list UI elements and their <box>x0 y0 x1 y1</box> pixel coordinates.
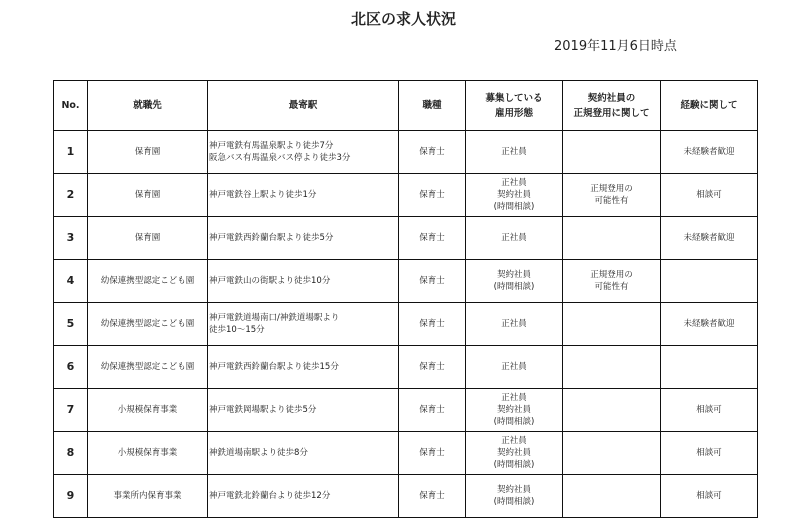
experience-cell: 未経験者歓迎 <box>661 303 758 346</box>
conversion-cell: 正規登用の 可能性有 <box>563 260 661 303</box>
job-cell: 保育士 <box>399 432 466 475</box>
experience-cell: 未経験者歓迎 <box>661 217 758 260</box>
table-row <box>54 303 758 346</box>
job-cell: 保育士 <box>399 389 466 432</box>
employment-cell: 正社員 <box>466 217 563 260</box>
experience-cell <box>661 260 758 303</box>
header-job: 職種 <box>399 81 466 131</box>
header-no: No. <box>54 81 88 131</box>
no-cell: 5 <box>54 303 88 346</box>
station-cell: 神戸電鉄山の街駅より徒歩10分 <box>208 260 399 303</box>
no-cell: 9 <box>54 475 88 518</box>
table-row <box>54 432 758 475</box>
station-cell: 神戸電鉄岡場駅より徒歩5分 <box>208 389 399 432</box>
no-cell: 2 <box>54 174 88 217</box>
experience-cell: 未経験者歓迎 <box>661 131 758 174</box>
place-cell: 幼保連携型認定こども園 <box>88 260 208 303</box>
conversion-cell <box>563 389 661 432</box>
place-cell: 幼保連携型認定こども園 <box>88 303 208 346</box>
no-cell: 3 <box>54 217 88 260</box>
experience-cell <box>661 346 758 389</box>
employment-cell: 正社員 <box>466 303 563 346</box>
conversion-cell <box>563 432 661 475</box>
header-place: 就職先 <box>88 81 208 131</box>
experience-cell: 相談可 <box>661 432 758 475</box>
no-cell: 4 <box>54 260 88 303</box>
no-cell: 1 <box>54 131 88 174</box>
no-cell: 8 <box>54 432 88 475</box>
conversion-cell <box>563 475 661 518</box>
place-cell: 保育園 <box>88 131 208 174</box>
employment-cell: 正社員 契約社員 (時間相談) <box>466 174 563 217</box>
conversion-cell: 正規登用の 可能性有 <box>563 174 661 217</box>
station-cell: 神戸電鉄道場南口/神鉄道場駅より 徒歩10～15分 <box>208 303 399 346</box>
table-row <box>54 475 758 518</box>
employment-cell: 正社員 <box>466 131 563 174</box>
employment-cell: 正社員 <box>466 346 563 389</box>
job-cell: 保育士 <box>399 260 466 303</box>
job-cell: 保育士 <box>399 346 466 389</box>
station-cell: 神鉄道場南駅より徒歩8分 <box>208 432 399 475</box>
header-row <box>54 81 758 131</box>
employment-cell: 正社員 契約社員 (時間相談) <box>466 389 563 432</box>
place-cell: 事業所内保育事業 <box>88 475 208 518</box>
job-table <box>53 80 758 518</box>
header-experience: 経験に関して <box>661 81 758 131</box>
table-row <box>54 260 758 303</box>
experience-cell: 相談可 <box>661 174 758 217</box>
employment-cell: 契約社員 (時間相談) <box>466 475 563 518</box>
job-cell: 保育士 <box>399 303 466 346</box>
experience-cell: 相談可 <box>661 475 758 518</box>
place-cell: 小規模保育事業 <box>88 389 208 432</box>
station-cell: 神戸電鉄北鈴蘭台より徒歩12分 <box>208 475 399 518</box>
job-cell: 保育士 <box>399 217 466 260</box>
header-station: 最寄駅 <box>208 81 399 131</box>
table-row <box>54 217 758 260</box>
station-cell: 神戸電鉄谷上駅より徒歩1分 <box>208 174 399 217</box>
experience-cell: 相談可 <box>661 389 758 432</box>
employment-cell: 契約社員 (時間相談) <box>466 260 563 303</box>
employment-cell: 正社員 契約社員 (時間相談) <box>466 432 563 475</box>
place-cell: 幼保連携型認定こども園 <box>88 346 208 389</box>
place-cell: 小規模保育事業 <box>88 432 208 475</box>
table-row <box>54 346 758 389</box>
table-row <box>54 131 758 174</box>
conversion-cell <box>563 303 661 346</box>
conversion-cell <box>563 131 661 174</box>
header-employment: 募集している 雇用形態 <box>466 81 563 131</box>
conversion-cell <box>563 217 661 260</box>
place-cell: 保育園 <box>88 174 208 217</box>
table-row <box>54 389 758 432</box>
job-cell: 保育士 <box>399 475 466 518</box>
page-title: 北区の求人状況 <box>350 10 456 28</box>
station-cell: 神戸電鉄西鈴蘭台駅より徒歩5分 <box>208 217 399 260</box>
job-cell: 保育士 <box>399 174 466 217</box>
table-row <box>54 174 758 217</box>
station-cell: 神戸電鉄有馬温泉駅より徒歩7分 阪急バス有馬温泉バス停より徒歩3分 <box>208 131 399 174</box>
header-conversion: 契約社員の 正規登用に関して <box>563 81 661 131</box>
station-cell: 神戸電鉄西鈴蘭台駅より徒歩15分 <box>208 346 399 389</box>
date-label: 2019年11月6日時点 <box>554 39 677 54</box>
conversion-cell <box>563 346 661 389</box>
no-cell: 6 <box>54 346 88 389</box>
job-cell: 保育士 <box>399 131 466 174</box>
place-cell: 保育園 <box>88 217 208 260</box>
no-cell: 7 <box>54 389 88 432</box>
